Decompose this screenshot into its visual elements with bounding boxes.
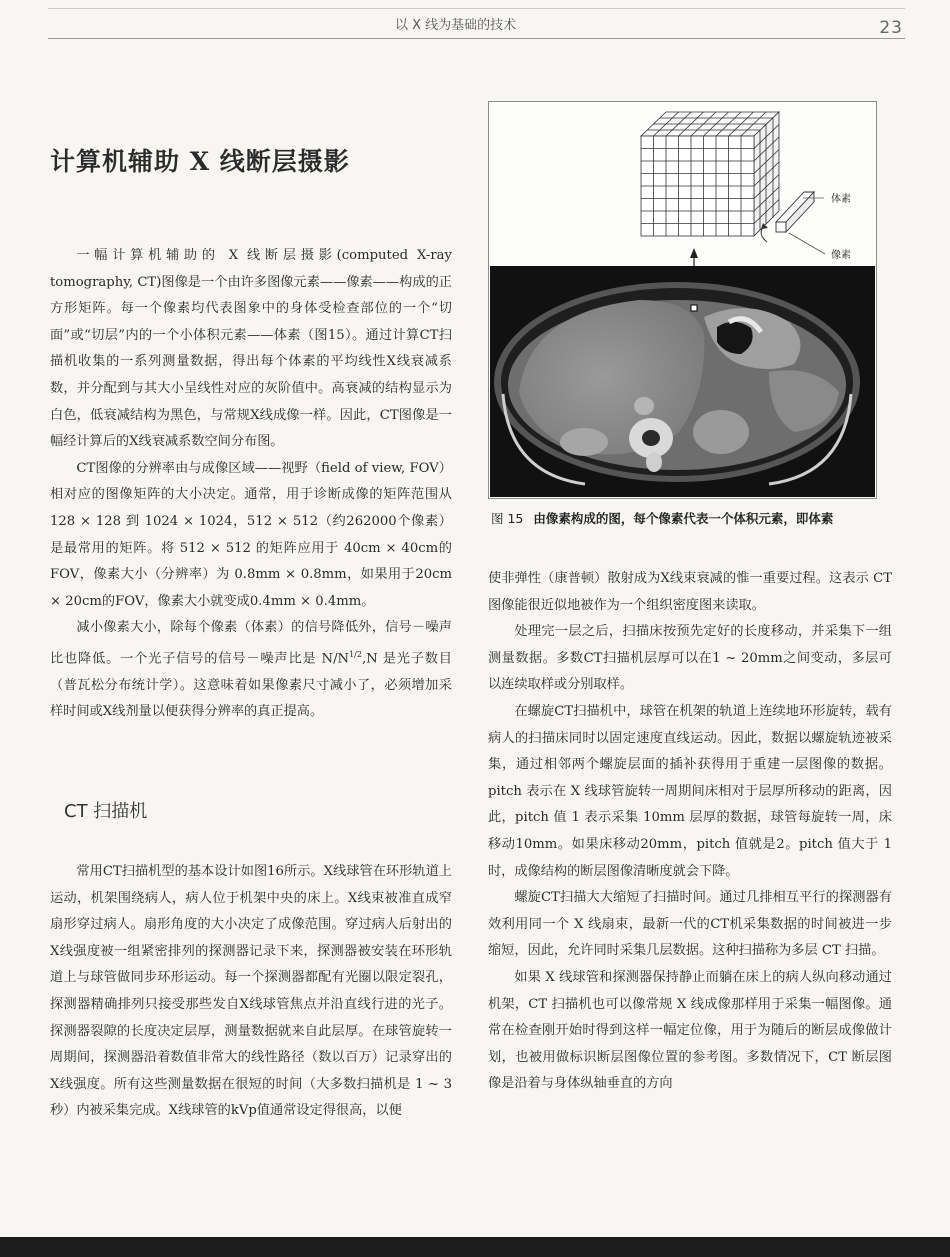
right-column <box>488 566 892 1098</box>
paragraph-resolution: CT图像的分辨率由与成像区域——视野（field of view, FOV）相对应的图像矩阵的大小决定。通常，用于诊断成像的矩阵范围从 128 × 128 到 1024 × 1024，512 × 512（约262000个像素）是最常用的矩阵。将 512 × 512 的矩阵应用于 40cm × 40cm的 FOV，像素大小（分辨率）为 0.8mm × 0.8mm，如果用于20cm × 20cm的FOV，像素大小就变成0.4mm × 0.4mm。 <box>50 460 452 609</box>
paragraph-compton: 使非弹性（康普顿）散射成为X线束衰减的惟一重要过程。这表示 CT 图像能很近似地被作为一个组织密度图来读取。 <box>488 571 892 613</box>
left-column-bottom <box>50 859 452 1125</box>
paragraph-scout-image: 如果 X 线球管和探测器保持静止而躺在床上的病人纵向移动通过机架，CT 扫描机也可以像常规 X 线成像那样用于采集一幅图像。通常在检查刚开始时得到这样一幅定位像，用于为随后的断层成像做计划，也被用做标识断层图像位置的参考图。多数情况下，CT 断层图像是沿着与身体纵轴垂直的方向 <box>488 969 892 1092</box>
paragraph-scanner-design: 常用CT扫描机型的基本设计如图16所示。X线球管在环形轨道上运动，机架围绕病人，病人位于机架中央的床上。X线束被准直成窄扇形穿过病人。扇形角度的大小决定了成像范围。穿过病人后射出的X线强度被一组紧密排列的探测器记录下来，探测器被安装在环形轨道上与球管做同步环形运动。每一个探测器都配有光圈以限定裂孔，探测器精确排列只接受那些发自X线球管焦点并沿直线行进的光子。探测器裂隙的长度决定层厚，测量数据就来自此层厚。在球管旋转一周期间，探测器沿着数值非常大的线性路径（数以百万）记录穿出的X线强度。所有这些测量数据在很短的时间（大多数扫描机是 1 ~ 3秒）内被采集完成。X线球管的kVp值通常设定得很高，以便 <box>50 864 452 1119</box>
voxel-grid-cube <box>641 112 779 236</box>
voxel-ct-illustration <box>489 102 876 498</box>
section-heading-ct-scanner: CT 扫描机 <box>64 801 148 822</box>
figure-caption <box>491 509 833 527</box>
running-title: 以 X 线为基础的技术 <box>395 18 517 33</box>
pixel-label: 像素 <box>831 250 851 261</box>
paragraph-ct-definition: 一幅计算机辅助的 X 线断层摄影(computed X-ray tomography, CT)图像是一个由许多图像元素——像素——构成的正方形矩阵。每一个像素均代表图象中的身体受检查部位的一个“切面”或“切层”内的一个小体积元素——体素（图15）。通过计算CT扫描机收集的一系列测量数据，得出每个体素的平均线性X线衰减系数，并分配到与其大小呈线性对应的灰阶值中。高衰减的结构显示为白色，低衰减结构为黑色，与常规X线成像一样。因此，CT图像是一幅经计算后的X线衰减系数空间分布图。 <box>50 248 452 450</box>
figure-number: 图 15 <box>491 511 524 526</box>
paragraph-signal-noise <box>50 615 452 726</box>
voxel-label: 体素 <box>831 194 851 205</box>
page-number: 23 <box>879 18 903 38</box>
paragraph-multislice: 螺旋CT扫描大大缩短了扫描时间。通过几排相互平行的探测器有效利用同一个 X 线扇束，最新一代的CT机采集数据的时间被进一步缩短，因此，允许同时采集几层数据。这种扫描称为多层 CT 扫描。 <box>488 890 892 959</box>
chapter-title: 计算机辅助 X 线断层摄影 <box>50 147 350 176</box>
pixel-label-line <box>789 233 825 254</box>
left-column-top <box>50 243 452 726</box>
ct-scan-image <box>490 266 875 497</box>
paragraph-table-move: 处理完一层之后，扫描床按预先定好的长度移动，并采集下一组测量数据。多数CT扫描机层厚可以在1 ~ 20mm之间变动，多层可以连续取样或分别取样。 <box>488 624 892 693</box>
header-rule <box>48 38 905 39</box>
scan-bottom-edge <box>0 1237 950 1257</box>
header-top-line <box>48 8 905 9</box>
figure-caption-text: 由像素构成的图，每个像素代表一个体积元素，即体素 <box>533 511 834 526</box>
figure-15 <box>488 101 877 499</box>
snr-text-b: ,N 是光子数目（普瓦松分布统计学）。这意味着如果像素尺寸减小了，必须增加采样时间或X线剂量以便获得分辨率的真正提高。 <box>50 651 452 720</box>
paragraph-spiral-ct: 在螺旋CT扫描机中，球管在机架的轨道上连续地环形旋转，载有病人的扫描床同时以固定速度直线运动。因此，数据以螺旋轨迹被采集，通过相邻两个螺旋层面的插补获得用于重建一层图像的数据。pitch 表示在 X 线球管旋转一周期间床相对于层厚所移动的距离，因此，pitch 值 1 表示采集 10mm 层厚的数据，球管每旋转一周，床移动10mm。如果床移动20mm，pitch 值就是2。pitch 值大于 1 时，成像结构的断层图像清晰度就会下降。 <box>488 703 892 879</box>
snr-exponent: 1/2 <box>349 649 362 659</box>
snr-text-a: 减小像素大小，除每个像素（体素）的信号降低外，信号－噪声比也降低。一个光子信号的信号－噪声比是 N/N <box>50 620 452 667</box>
arrow-up-icon <box>690 248 698 258</box>
